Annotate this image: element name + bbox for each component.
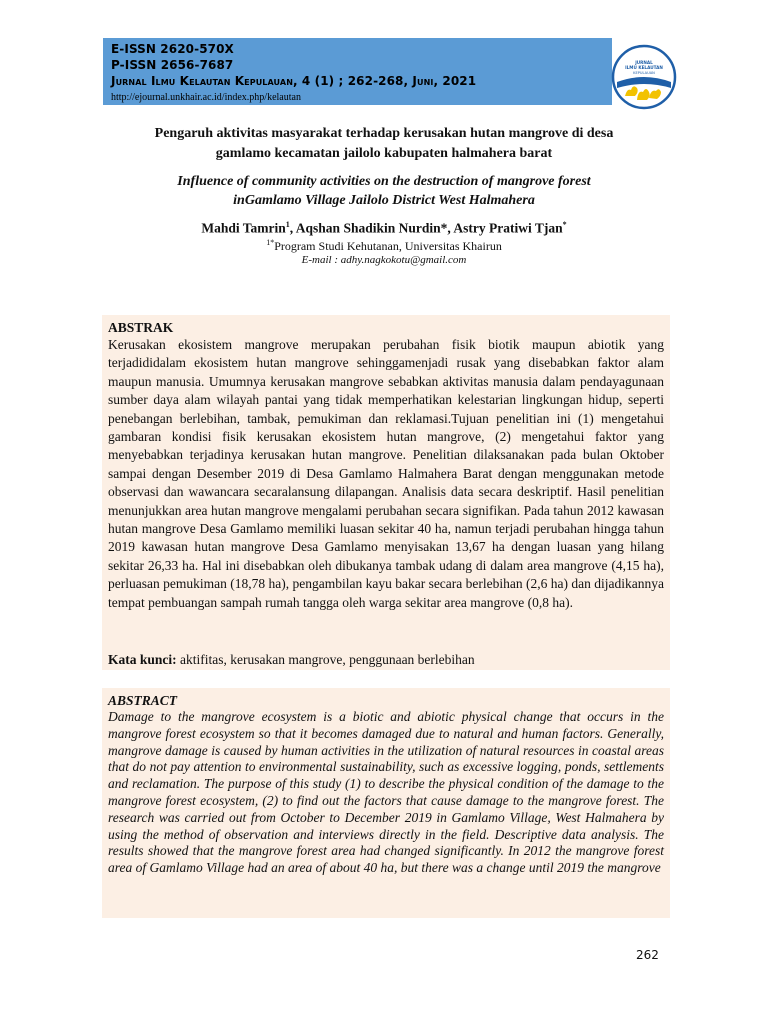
abstract-text: Damage to the mangrove ecosystem is a biotic and abiotic physical change that occurs in the mangrove forest ecosystem so that it becomes damaged due to natural and human factors. Generally, mangrove damage is caused by human activities in the utilization of natural resources in coastal areas that do not pay attention to environmental sustainability, such as excessive logging, ponds, settlements and reclamation. The purpose of this study (1) to describe the physical condition of the damage to the mangrove forest ecosystem, (2) to find out the factors that cause damage to the mangrove forest. The research was carried out from October to December 2019 in Gamlamo Village, West Halmahera by using the method of observation and interviews directly in the field. Descriptive data analysis. The results showed that the mangrove forest area had changed significantly. In 2012 the mangrove forest area of Gamlamo Village had an area of about 40 ha, but there was a change until 2019 the mangrove bbox=[108, 709, 664, 876]
abstrak-text: Kerusakan ekosistem mangrove merupakan perubahan fisik biotik maupun abiotik yang terjadididalam ekosistem hutan mangrove sehinggamenjadi rusak yang disebabkan faktor alam maupun manusia. Umumnya kerusakan mangrove sebabkan aktivitas manusia dalam pendayagunaan sumber daya alam wilayah pantai yang tidak memperhatikan kelestarian lingkungan hidup, seperti penebangan berlebihan, tambak, pemukiman dan reklamasi.Tujuan penelitian ini (1) mengetahui gambaran kondisi fisik kerusakan ekosistem hutan mangrove, (2) mengetahui faktor yang menyebabkan terjadinya kerusakan hutan mangrove. Penelitian dilaksanakan pada bulan Oktober sampai dengan Desember 2019 di Desa Gamlamo Halmahera Barat dengan menggunakan metode observasi dan wawancara secaralansung dilapangan. Analisis data secara deskriptif. Hasil penelitian menunjukkan area hutan mangrove mengalami perubahan secara signifikan. Pada tahun 2012 kawasan hutan mangrove Desa Gamlamo memiliki luasan sekitar 40 ha, namun terjadi perubahan hingga tahun 2019 kawasan hutan mangrove Desa Gamlamo menyisakan 13,67 ha dengan luasan yang hilang sekitar 26,33 ha. Hal ini disebabkan oleh dibukanya tambak udang di dalam area mangrove (4,15 ha), perluasan pemukiman (18,78 ha), pengambilan kayu bakar secara berlebihan (2,6 ha) dan dijadikannya tempat pembuangan sampah rumah tangga oleh warga sekitar area mangrove (0,8 ha). bbox=[108, 337, 664, 610]
keywords bbox=[108, 652, 475, 668]
affiliation bbox=[100, 238, 668, 254]
author-list bbox=[100, 220, 668, 237]
journal-url[interactable]: http://ejournal.unkhair.ac.id/index.php/kelautan bbox=[111, 92, 301, 103]
journal-citation: Jurnal Ilmu Kelautan Kepulauan, 4 (1) ; 262-268, Juni, 2021 bbox=[111, 74, 477, 88]
abstrak-box bbox=[102, 315, 670, 670]
abstract-heading: ABSTRACT bbox=[108, 693, 178, 708]
svg-text:KEPULAUAN: KEPULAUAN bbox=[633, 71, 655, 75]
journal-logo-icon bbox=[611, 44, 677, 110]
contact-email[interactable]: E-mail : adhy.nagkokotu@gmail.com bbox=[301, 254, 467, 266]
eissn: E-ISSN 2620-570X bbox=[111, 42, 234, 56]
page-number: 262 bbox=[636, 948, 659, 962]
affiliation-text: Program Studi Kehutanan, Universitas Khairun bbox=[274, 239, 502, 253]
title-en-line2: inGamlamo Village Jailolo District West Halmahera bbox=[233, 193, 535, 208]
abstract-box bbox=[102, 688, 670, 918]
abstrak-heading: ABSTRAK bbox=[108, 320, 174, 335]
svg-text:ILMU KELAUTAN: ILMU KELAUTAN bbox=[625, 65, 663, 70]
author-1: Mahdi Tamrin bbox=[201, 220, 286, 236]
pissn: P-ISSN 2656-7687 bbox=[111, 58, 234, 72]
author-3-mark: * bbox=[562, 220, 567, 229]
title-id-line2: gamlamo kecamatan jailolo kabupaten halmahera barat bbox=[215, 146, 553, 161]
journal-header bbox=[103, 38, 612, 105]
svg-text:JURNAL: JURNAL bbox=[635, 60, 653, 65]
author-1-mark: 1 bbox=[285, 220, 290, 229]
author-others: , Aqshan Shadikin Nurdin*, Astry Pratiwi Tjan bbox=[289, 220, 563, 236]
keywords-text: aktifitas, kerusakan mangrove, penggunaan berlebihan bbox=[176, 652, 475, 667]
keywords-label: Kata kunci: bbox=[108, 652, 177, 667]
affiliation-mark: 1* bbox=[266, 238, 275, 247]
title-en-line1: Influence of community activities on the destruction of mangrove forest bbox=[177, 174, 591, 189]
title-id-line1: Pengaruh aktivitas masyarakat terhadap kerusakan hutan mangrove di desa bbox=[154, 126, 614, 141]
